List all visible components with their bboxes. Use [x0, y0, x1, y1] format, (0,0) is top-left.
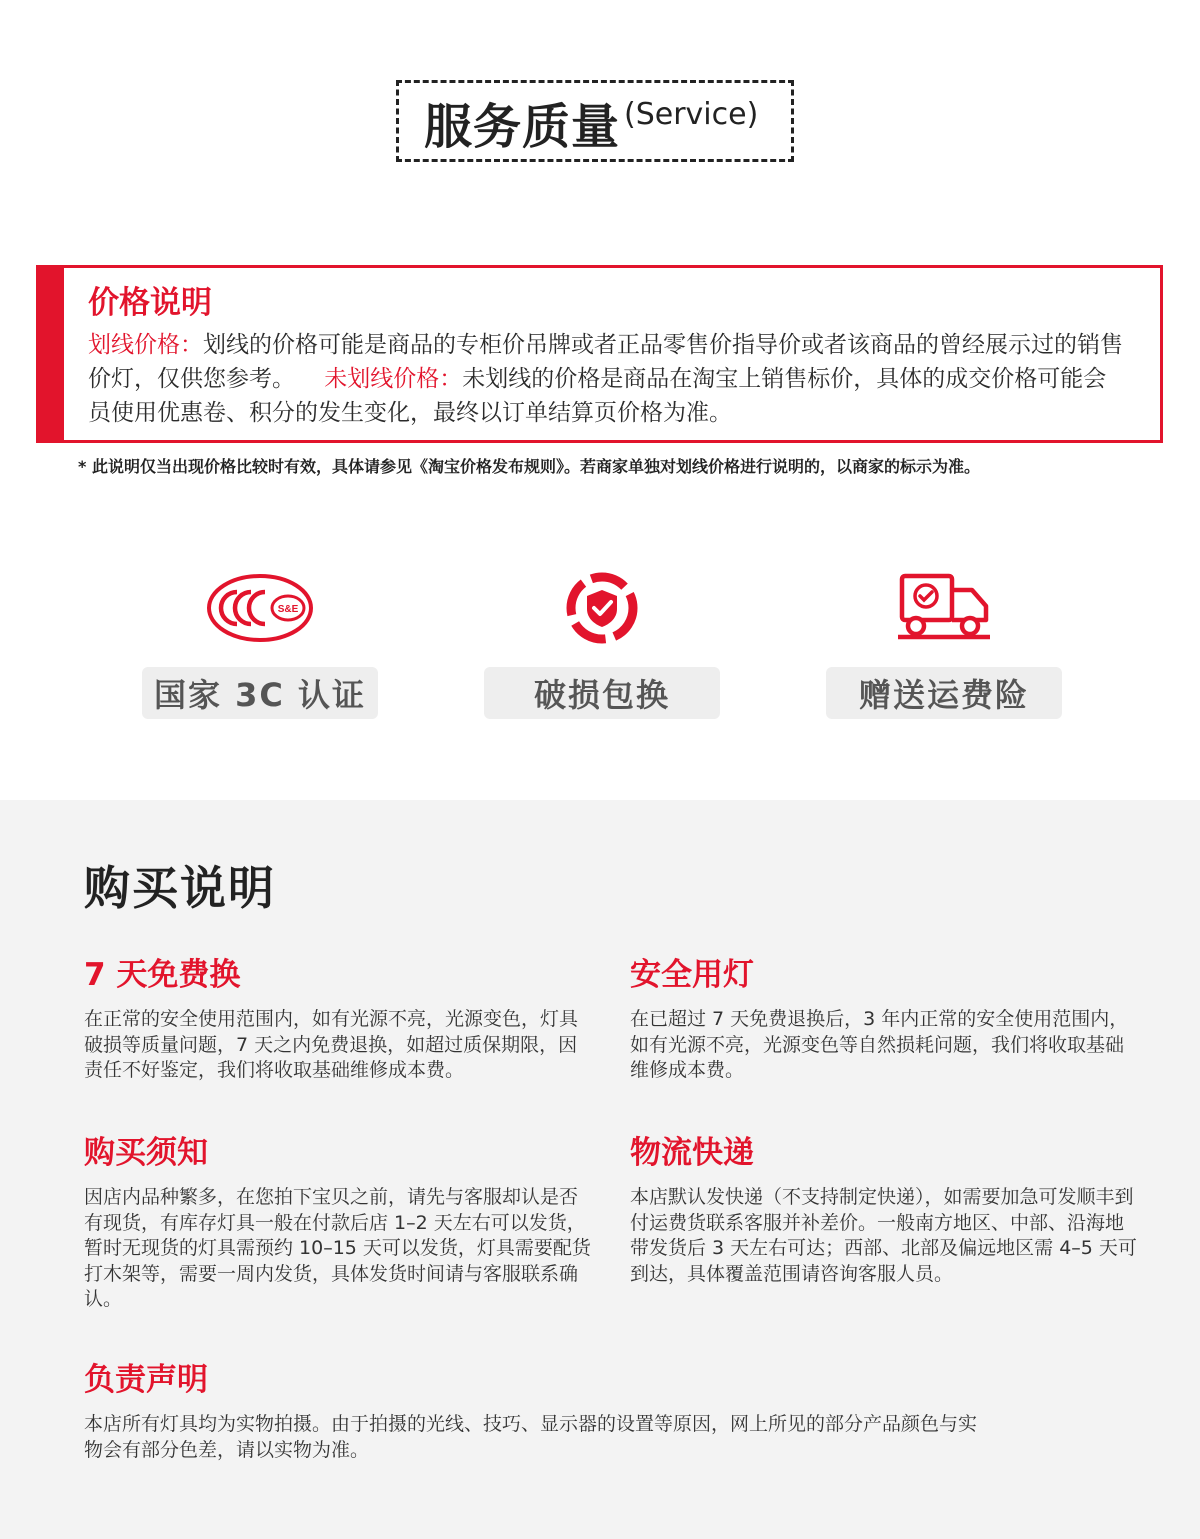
page-title	[424, 95, 758, 155]
price-heading: 价格说明	[88, 285, 212, 321]
feature-label-shipping: 赠送运费险	[826, 667, 1062, 719]
section-safe-use	[630, 955, 1140, 1084]
svg-text:S&E: S&E	[277, 604, 299, 615]
feature-3c	[142, 560, 378, 720]
section-disclaimer	[84, 1360, 994, 1463]
page-title-en: (Service)	[624, 97, 759, 132]
delivery-truck-icon	[826, 570, 1062, 645]
section-7day-exchange	[84, 955, 594, 1084]
struck-price-label: 划线价格：	[88, 332, 203, 358]
section-body: 本店所有灯具均为实物拍摄。由于拍摄的光线、技巧、显示器的设置等原因，网上所见的部分产品颜色与实物会有部分色差，请以实物为准。	[84, 1413, 978, 1461]
price-body	[88, 328, 1128, 430]
section-title: 7 天免费换	[84, 957, 241, 993]
section-body: 本店默认发快递（不支持制定快递），如需要加急可发顺丰到付运费货联系客服并补差价。一般南方地区、中部、沿海地带发货后 3 天左右可达；西部、北部及偏远地区需 4–5 天可到达，具体覆盖范围请咨询客服人员。	[630, 1186, 1137, 1285]
feature-damage-replace	[484, 560, 720, 720]
section-title: 物流快递	[630, 1135, 754, 1171]
feature-label-3c: 国家 3C 认证	[142, 667, 378, 719]
section-body: 在正常的安全使用范围内，如有光源不亮，光源变色，灯具破损等质量问题，7 天之内免费退换，如超过质保期限，因责任不好鉴定，我们将收取基础维修成本费。	[84, 1008, 579, 1081]
section-title: 安全用灯	[630, 957, 754, 993]
page-title-zh: 服务质量	[424, 99, 621, 155]
feature-shipping-insurance	[826, 560, 1062, 720]
struck-price-text: 划线的价格可能是商品的专柜价吊牌或者正品零售价指导价或者该商品的曾经展示过的销售价灯，仅供您参考。	[88, 332, 1123, 392]
purchase-title: 购买说明	[84, 861, 276, 915]
section-body: 因店内品种繁多，在您拍下宝贝之前，请先与客服却认是否有现货，有库存灯具一般在付款后店 1–2 天左右可以发货，暂时无现货的灯具需预约 10–15 天可以发货，灯具需要配货打木架等，需要一周内发货，具体发货时间请与客服联系确认。	[84, 1186, 591, 1310]
price-footnote: * 此说明仅当出现价格比较时有效，具体请参见《淘宝价格发布规则》。若商家单独对划线价格进行说明的，以商家的标示为准。	[78, 457, 980, 476]
section-title: 负责声明	[84, 1362, 208, 1398]
feature-label-damage: 破损包换	[484, 667, 720, 719]
section-purchase-notice	[84, 1133, 594, 1313]
unstruck-price-text: 未划线的价格是商品在淘宝上销售标价，具体的成交价格可能会员使用优惠卷、积分的发生变化，最终以订单结算页价格为准。	[88, 366, 1107, 426]
shield-check-icon	[484, 570, 720, 645]
ccc-certification-icon	[142, 570, 378, 645]
section-logistics	[630, 1133, 1140, 1287]
unstruck-price-label: 未划线价格：	[324, 366, 463, 392]
section-body: 在已超过 7 天免费退换后，3 年内正常的安全使用范围内，如有光源不亮，光源变色等自然损耗问题，我们将收取基础维修成本费。	[630, 1008, 1129, 1081]
section-title: 购买须知	[84, 1135, 208, 1171]
